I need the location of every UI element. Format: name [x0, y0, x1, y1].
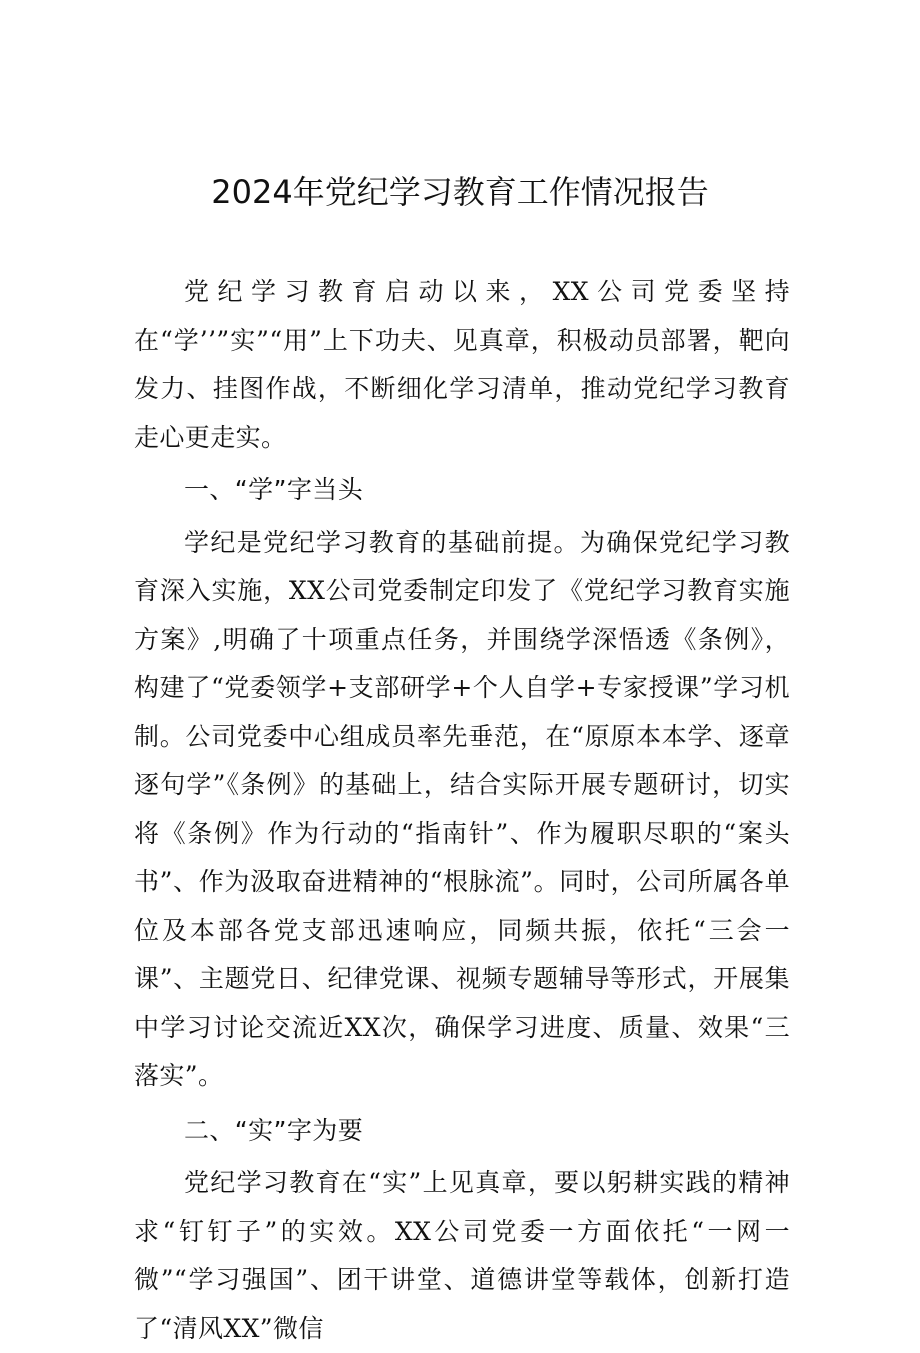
- section-heading-study: 一、“学”字当头: [184, 475, 364, 504]
- document-title: 2024年党纪学习教育工作情况报告: [211, 173, 709, 211]
- intro-paragraph: 党纪学习教育启动以来，XX公司党委坚持在“学’’”实”“用”上下功夫、见真章，积极动员部署，靶向发力、挂图作战，不断细化学习清单，推动党纪学习教育走心更走实。: [134, 277, 790, 452]
- section-paragraph-study: 学纪是党纪学习教育的基础前提。为确保党纪学习教育深入实施，XX公司党委制定印发了《党纪学习教育实施方案》,明确了十项重点任务，并围绕学深悟透《条例》，构建了“党委领学+支部研学+个人自学+专家授课”学习机制。公司党委中心组成员率先垂范，在“原原本本学、逐章逐句学”《条例》的基础上，结合实际开展专题研讨，切实将《条例》作为行动的“指南针”、作为履职尽职的“案头书”、作为汲取奋进精神的“根脉流”。同时，公司所属各单位及本部各党支部迅速响应，同频共振，依托“三会一课”、主题党日、纪律党课、视频专题辅导等形式，开展集中学习讨论交流近XX次，确保学习进度、质量、效果“三落实”。: [134, 527, 790, 1090]
- document-body: [134, 268, 790, 1353]
- section-heading-practice: 二、“实”字为要: [184, 1115, 364, 1145]
- section-paragraph-practice: 党纪学习教育在“实”上见真章，要以躬耕实践的精神求“钉钉子”的实效。XX公司党委一方面依托“一网一微”“学习强国”、团干讲堂、道德讲堂等载体，创新打造了“清风XX”微信: [134, 1168, 790, 1343]
